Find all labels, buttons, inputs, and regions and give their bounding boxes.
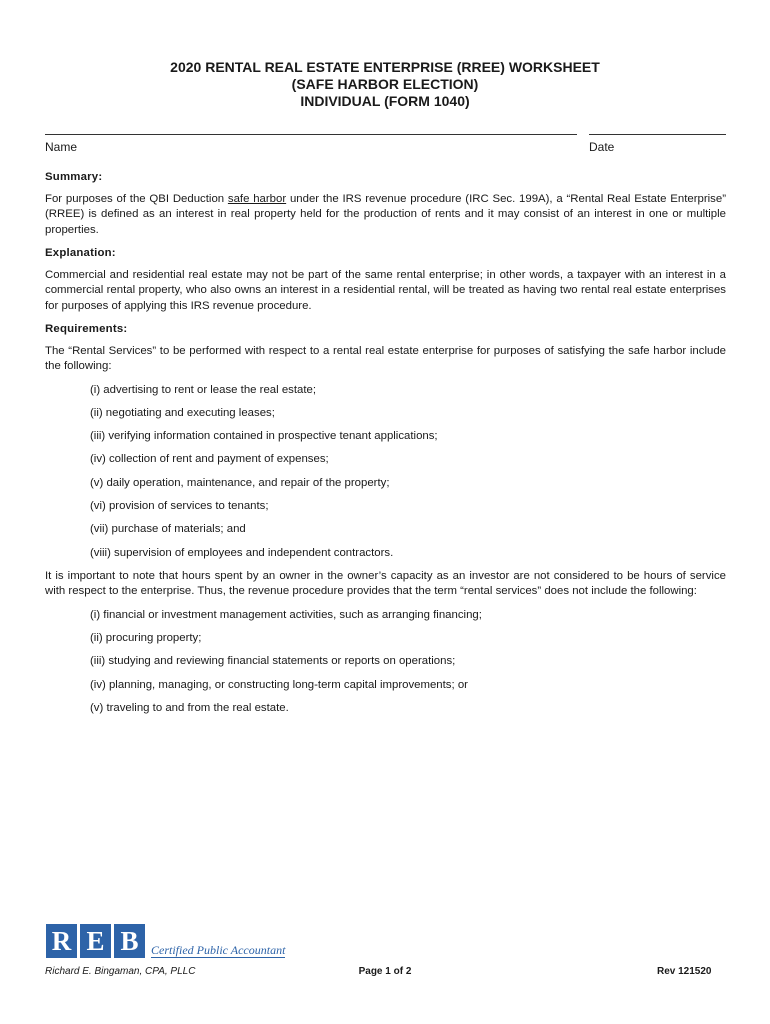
rental-services-list <box>45 383 726 562</box>
reb-logo <box>46 924 285 958</box>
list-item: (iv) planning, managing, or constructing long-term capital improvements; or <box>90 678 468 691</box>
list-item: (i) financial or investment management activities, such as arranging financing; <box>90 608 482 621</box>
date-label: Date <box>589 140 615 154</box>
excluded-services-list <box>45 608 726 717</box>
list-item: (iii) verifying information contained in prospective tenant applications; <box>90 430 438 443</box>
page-number: Page 1 of 2 <box>358 966 412 977</box>
list-item: (ii) procuring property; <box>90 632 202 645</box>
list-item: (iii) studying and reviewing financial statements or reports on operations; <box>90 655 456 668</box>
worksheet-body <box>45 170 726 724</box>
date-field[interactable] <box>589 134 726 135</box>
summary-text-start: For purposes of the QBI Deduction <box>45 192 228 205</box>
summary-paragraph <box>45 192 726 239</box>
explanation-heading: Explanation: <box>45 247 116 259</box>
revision-label: Rev 121520 <box>657 966 712 977</box>
list-item: (v) daily operation, maintenance, and repair of the property; <box>90 476 390 489</box>
footer-firm-name: Richard E. Bingaman, CPA, PLLC <box>45 966 196 977</box>
title-line-1: 2020 RENTAL REAL ESTATE ENTERPRISE (RREE) WORKSHEET <box>170 59 600 75</box>
list-item: (i) advertising to rent or lease the real estate; <box>90 383 317 396</box>
requirements-intro: The “Rental Services” to be performed with respect to a rental real estate enterprise for purposes of satisfying the safe harbor include the following: <box>45 344 726 372</box>
name-field[interactable] <box>45 134 577 135</box>
summary-text-end: under the IRS revenue procedure (IRC Sec. 199A), a “Rental Real Estate Enterprise” (RREE) is defined as an interest in real property held for the production of rents and it may consist of an interest in one or multiple properties. <box>45 192 727 236</box>
list-item: (vi) provision of services to tenants; <box>90 499 269 512</box>
safe-harbor-term: safe harbor <box>227 192 287 205</box>
list-item: (ii) negotiating and executing leases; <box>90 406 275 419</box>
title-line-3: INDIVIDUAL (FORM 1040) <box>300 93 470 109</box>
logo-letter-b: B <box>114 924 145 958</box>
logo-letter-e: E <box>80 924 111 958</box>
list-item: (viii) supervision of employees and independent contractors. <box>90 546 394 559</box>
logo-tagline: Certified Public Accountant <box>151 943 286 957</box>
list-item: (iv) collection of rent and payment of expenses; <box>90 453 329 466</box>
summary-heading: Summary: <box>45 171 103 183</box>
name-label: Name <box>45 140 78 154</box>
requirements-heading: Requirements: <box>45 323 128 335</box>
logo-letter-r: R <box>46 924 77 958</box>
list-item: (v) traveling to and from the real estate. <box>90 702 289 715</box>
explanation-paragraph: Commercial and residential real estate may not be part of the same rental enterprise; in other words, a taxpayer with an interest in a commercial rental property, who also owns an interest in a residential rental, will be treated as having two rental real estate enterprises for purposes of applying this IRS revenue procedure. <box>45 268 726 312</box>
investor-note-paragraph: It is important to note that hours spent by an owner in the owner’s capacity as an investor are not considered to be hours of service with respect to the enterprise. Thus, the revenue procedure provides that the term “rental services” does not include the following: <box>45 569 726 598</box>
document-title <box>0 59 770 110</box>
title-line-2: (SAFE HARBOR ELECTION) <box>291 76 479 92</box>
list-item: (vii) purchase of materials; and <box>90 523 246 536</box>
